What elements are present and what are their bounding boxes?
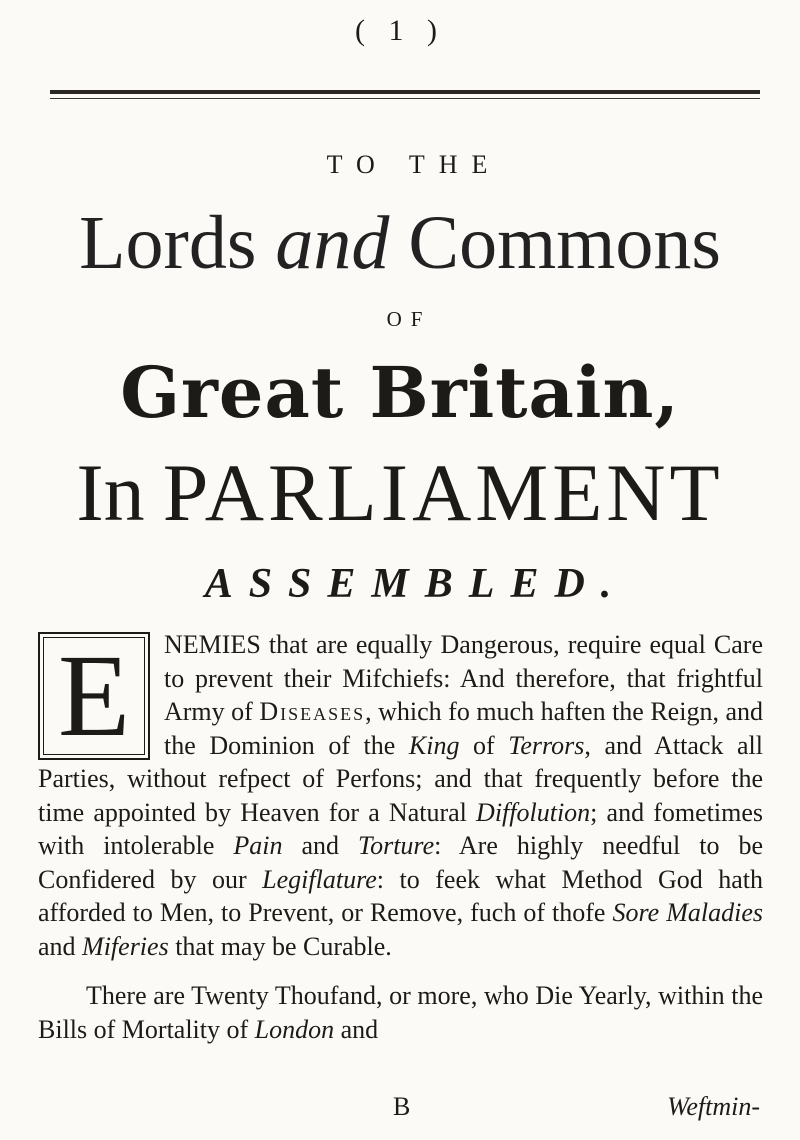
text-legislature: Legiflature: [262, 864, 377, 894]
text-run: and: [334, 1014, 379, 1044]
text-run: and: [38, 931, 83, 961]
heading-commons: Commons: [408, 201, 721, 285]
text-pain: Pain: [233, 831, 283, 860]
text-torture: Torture: [358, 831, 435, 860]
header-rule-thick: [50, 90, 760, 94]
body-text: [38, 628, 763, 1046]
text-king: King: [408, 730, 460, 760]
header-rule-thin: [50, 98, 760, 99]
text-terrors: Terrors: [508, 730, 585, 760]
heading-and: and: [275, 201, 390, 285]
signature-mark: B: [393, 1092, 411, 1121]
heading-lords-and-commons: [0, 201, 800, 285]
text-run: and: [282, 831, 359, 860]
drop-cap: E: [38, 632, 150, 760]
heading-in-parliament: [0, 447, 800, 538]
text-sore-maladies: Sore Maladies: [612, 898, 763, 927]
catchword: Weftmin-: [667, 1092, 760, 1121]
text-run: that may be Curable.: [168, 931, 392, 961]
text-run: There are Twenty Thoufand, or more, who Die Yearly, within the Bills of Mortality of: [38, 981, 763, 1044]
text-london: London: [254, 1014, 335, 1044]
heading-lords: Lords: [79, 201, 257, 285]
text-run: , and Attack all Parties, without refpect of Perfons; and that frequently before the time appointed by Heaven for a Natural: [38, 730, 763, 827]
paragraph-1: [38, 628, 763, 963]
page-number: ( 1 ): [355, 14, 445, 47]
heading-great-britain: Great Britain,: [120, 351, 680, 434]
text-run: : Are highly needful to be Confidered by our: [38, 831, 764, 894]
text-run: of: [459, 730, 509, 760]
text-miseries: Miferies: [82, 931, 169, 961]
text-run: ; and fometimes with intolerable: [38, 797, 763, 860]
text-run: NEMIES that are equally Dangerous, require equal Care to prevent their Mifchiefs: And therefore, that frightful Army of: [164, 630, 763, 726]
heading-of: OF: [386, 307, 432, 331]
text-run: , which fo much haften the Reign, and the Dominion of the: [164, 697, 763, 760]
heading-parliament: PARLIAMENT: [162, 447, 724, 538]
heading-assembled: ASSEMBLED.: [204, 561, 628, 607]
text-dissolution: Diffolution: [476, 797, 591, 827]
heading-to-the: TO THE: [326, 150, 502, 179]
heading-in: In: [76, 447, 145, 538]
paragraph-2: [38, 979, 763, 1046]
text-diseases: Diseases: [259, 697, 366, 726]
text-run: : to feek what Method God hath afforded to Men, to Prevent, or Remove, fuch of thofe: [38, 864, 763, 927]
